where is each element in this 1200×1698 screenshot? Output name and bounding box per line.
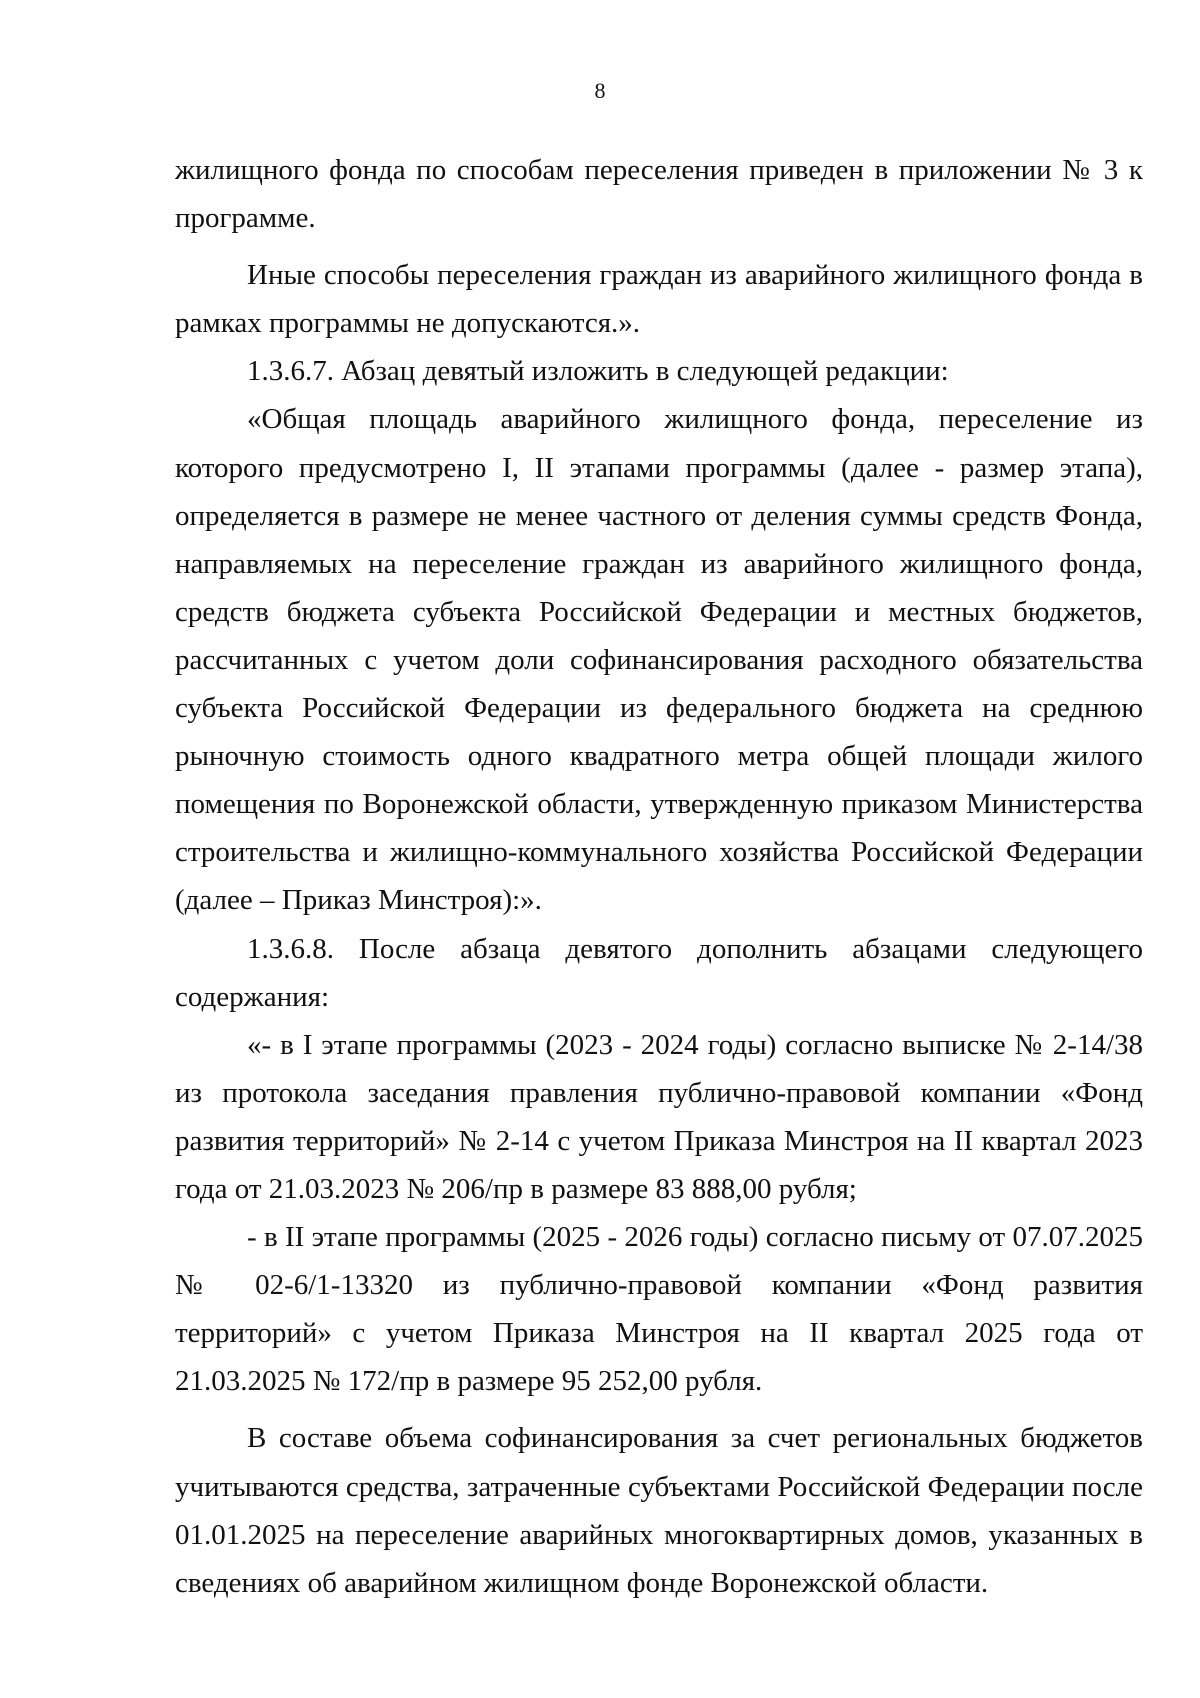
document-body xyxy=(175,146,1143,1607)
paragraph-stage-one: «- в I этапе программы (2023 - 2024 годы) согласно выписке № 2-14/38 из протокола заседания правления публично-правовой компании «Фонд развития территорий» № 2-14 с учетом Приказа Минстроя на II квартал 2023 года от 21.03.2023 № 206/пр в размере 83 888,00 рубля; xyxy=(175,1028,1143,1205)
paragraph-total-area: «Общая площадь аварийного жилищного фонда, переселение из которого предусмотрено I, II этапами программы (далее - размер этапа), определяется в размере не менее частного от деления суммы средств Фонда, направляемых на переселение граждан из аварийного жилищного фонда, средств бюджета субъекта Российской Федерации и местных бюджетов, рассчитанных с учетом доли софинансирования расходного обязательства субъекта Российской Федерации из федерального бюджета на среднюю рыночную стоимость одного квадратного метра общей площади жилого помещения по Воронежской области, утвержденную приказом Министерства строительства и жилищно-коммунального хозяйства Российской Федерации (далее – Приказ Минстроя):». xyxy=(175,403,1143,917)
paragraph-clause-1-3-6-7: 1.3.6.7. Абзац девятый изложить в следующей редакции: xyxy=(247,355,949,388)
page-number: 8 xyxy=(594,78,606,103)
paragraph-clause-1-3-6-8: 1.3.6.8. После абзаца девятого дополнить абзацами следующего содержания: xyxy=(175,932,1143,1013)
paragraph-continuation: жилищного фонда по способам переселения приведен в приложении № 3 к программе. xyxy=(175,154,1143,235)
paragraph-stage-two: - в II этапе программы (2025 - 2026 годы) согласно письму от 07.07.2025 № 02-6/1-13320 из публично-правовой компании «Фонд развития территорий» с учетом Приказа Минстроя на II квартал 2025 года от 21.03.2025 № 172/пр в размере 95 252,00 рубля. xyxy=(175,1221,1143,1398)
paragraph-other-methods: Иные способы переселения граждан из аварийного жилищного фонда в рамках программы не допускаются.». xyxy=(175,259,1143,340)
paragraph-cofinancing: В составе объема софинансирования за счет региональных бюджетов учитываются средства, затраченные субъектами Российской Федерации после 01.01.2025 на переселение аварийных многоквартирных домов, указанных в сведениях об аварийном жилищном фонде Воронежской области. xyxy=(175,1422,1143,1599)
